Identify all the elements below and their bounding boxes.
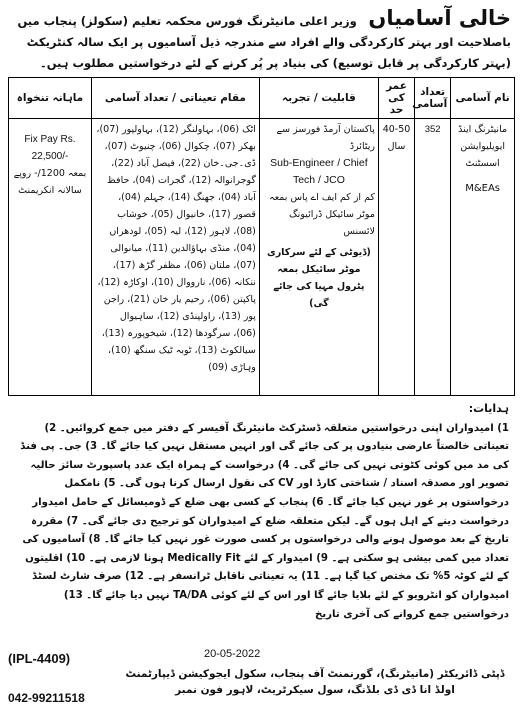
salary-increment-note: بمعہ 1200/- روپے سالانہ انکریمنٹ bbox=[13, 168, 87, 196]
salary-fix-pay: Fix Pay Rs. 22,500/- bbox=[24, 134, 76, 162]
instructions bbox=[14, 400, 509, 624]
header-age: عمر کی حد bbox=[378, 78, 414, 119]
office-address bbox=[125, 666, 505, 698]
cell-age bbox=[378, 119, 414, 396]
table-row bbox=[9, 119, 515, 396]
locations-list: اٹک (06)، بہاولنگر (12)، بہاولپور (07)، بھکر (07)، چکوال (06)، چنیوٹ (07)، ڈی۔جی۔خان (22)، فیصل آباد (22)، گوجرانوالہ (12)، گجرات (04)، حافظ آباد (04)، جھنگ (14)، جہلم (04)، قصور (17)، خانیوال (05)، خوشاب (08)، لاہور (12)، لیہ (05)، لودھراں (04)، منڈی بہاؤالدین (11)، میانوالی (07)، ملتان (06)، مظفر گڑھ (17)، ننکانہ (06)، نارووال (10)، اوکاڑہ (12)، پاکپتن (06)، رحیم یار خان (21)، راجن پور (13)، راولپنڈی (12)، ساہیوال (06)، سرگودھا (12)، شیخوپورہ (13)، سیالکوٹ (13)، ٹوبہ ٹیک سنگھ (10)، وہاڑی (09) bbox=[96, 124, 256, 373]
cell-salary bbox=[9, 119, 92, 396]
cell-count bbox=[415, 119, 451, 396]
cell-locations bbox=[91, 119, 259, 396]
header-post: نام آسامی bbox=[451, 78, 515, 119]
footer bbox=[8, 648, 515, 713]
last-date: 20-05-2022 bbox=[204, 648, 261, 660]
qualification-intro: پاکستان آرمڈ فورسز سے ریٹائرڈ bbox=[276, 124, 375, 152]
qualification-rest: کم از کم ایف اے پاس بمعہ موٹر سائیکل ڈرائیونگ لائسنس bbox=[269, 192, 375, 237]
post-name-en: M&EAs bbox=[465, 183, 500, 194]
qualification-ranks: Sub-Engineer / Chief Tech / JCO bbox=[270, 157, 368, 186]
instructions-title: ہدایات: bbox=[468, 402, 509, 415]
post-name-urdu: مانیٹرنگ اینڈ ایویلیوایشن اسسٹنٹ bbox=[458, 124, 508, 169]
posts-table bbox=[8, 77, 515, 396]
headline-body: وزیر اعلی مانیٹرنگ فورس محکمہ تعلیم (سکولز) پنجاب میں باصلاحیت اور بہتر کارکردگی والے افراد سے مندرجہ ذیل آسامیوں پر ایک سالہ کنٹریکٹ (بہتر کارکردگی پر قابل توسیع) کی بنیاد پر پُر کرنے کے لئے درخواستیں مطلوب ہیں۔ bbox=[17, 14, 511, 70]
cell-post bbox=[451, 119, 515, 396]
cell-qualification bbox=[259, 119, 378, 396]
header-count: تعداد آسامی bbox=[415, 78, 451, 119]
headline bbox=[12, 8, 511, 74]
instructions-text: 1) امیدواران اپنی درخواستیں متعلقہ ڈسٹرکٹ مانیٹرنگ آفیسر کے دفتر میں جمع کروائیں۔ 2) تعیناتی خالصتاً عارضی بنیادوں پر کی جائے گی اور انہیں مستقل نہیں کیا جائے گا۔ 3) جی۔ پی فنڈ کی مد میں کوئی کٹوتی نہیں کی جائے گی۔ 4) درخواست کے ہمراہ ایک عدد پاسپورٹ سائز حالیہ تصویر اور مصدقہ اسناد / شناختی کارڈ اور CV کی نقول ارسال کرنا ہوں گی۔ 5) نامکمل درخواستوں پر غور نہیں کیا جائے گا۔ 6) پنجاب کے کسی بھی ضلع کے ڈومیسائل کے حامل امیدوار درخواست دینے کے اہل ہوں گے۔ لیکن متعلقہ ضلع کے امیدواران کو ترجیح دی جائے گی۔ 7) مقررہ تاریخ کے بعد موصول ہونے والی درخواستوں پر کسی صورت غور نہیں کیا جائے گا۔ 8) آسامیوں کی تعداد میں کمی بیشی ہو سکتی ہے۔ 9) امیدوار کے لئے Medically Fit ہونا لازمی ہے۔ 10) اقلیتوں کے لئے کوٹہ 5% تک مختص کیا گیا ہے۔ 11) یہ تعیناتی ناقابل ٹرانسفر ہے۔ 12) صرف شارٹ لسٹڈ امیدواران کو انٹرویو کے لئے بلایا جائے گا اور اس کے لئے کوئی TA/DA نہیں دیا جائے گا۔ 13) درخواستیں جمع کروانے کی آخری تاریخ bbox=[20, 422, 509, 620]
header-salary: ماہانہ تنخواہ bbox=[9, 78, 92, 119]
table-header-row bbox=[9, 78, 515, 119]
post-count: 352 bbox=[424, 124, 441, 135]
phone-number: 042-99211518 bbox=[8, 691, 85, 705]
office-line-1: ڈپٹی ڈائریکٹر (مانیٹرنگ)، گورنمنٹ آف پنجاب، سکول ایجوکیشن ڈیپارٹمنٹ bbox=[125, 668, 505, 680]
header-location: مقام تعیناتی / تعداد آسامی bbox=[91, 78, 259, 119]
ipl-number: (IPL-4409) bbox=[8, 651, 71, 666]
headline-title: خالی آسامیاں bbox=[368, 6, 511, 30]
header-qualification: قابلیت / تجربہ bbox=[259, 78, 378, 119]
age-limit: 40-50 سال bbox=[382, 124, 411, 152]
qualification-note: (ڈیوٹی کے لئے سرکاری موٹر سائیکل بمعہ پٹرول مہیا کی جائے گی) bbox=[267, 247, 371, 309]
office-line-2: اولڈ انا ڈی ڈی بلڈنگ، سول سیکرٹریٹ، لاہور فون نمبر bbox=[175, 684, 455, 696]
